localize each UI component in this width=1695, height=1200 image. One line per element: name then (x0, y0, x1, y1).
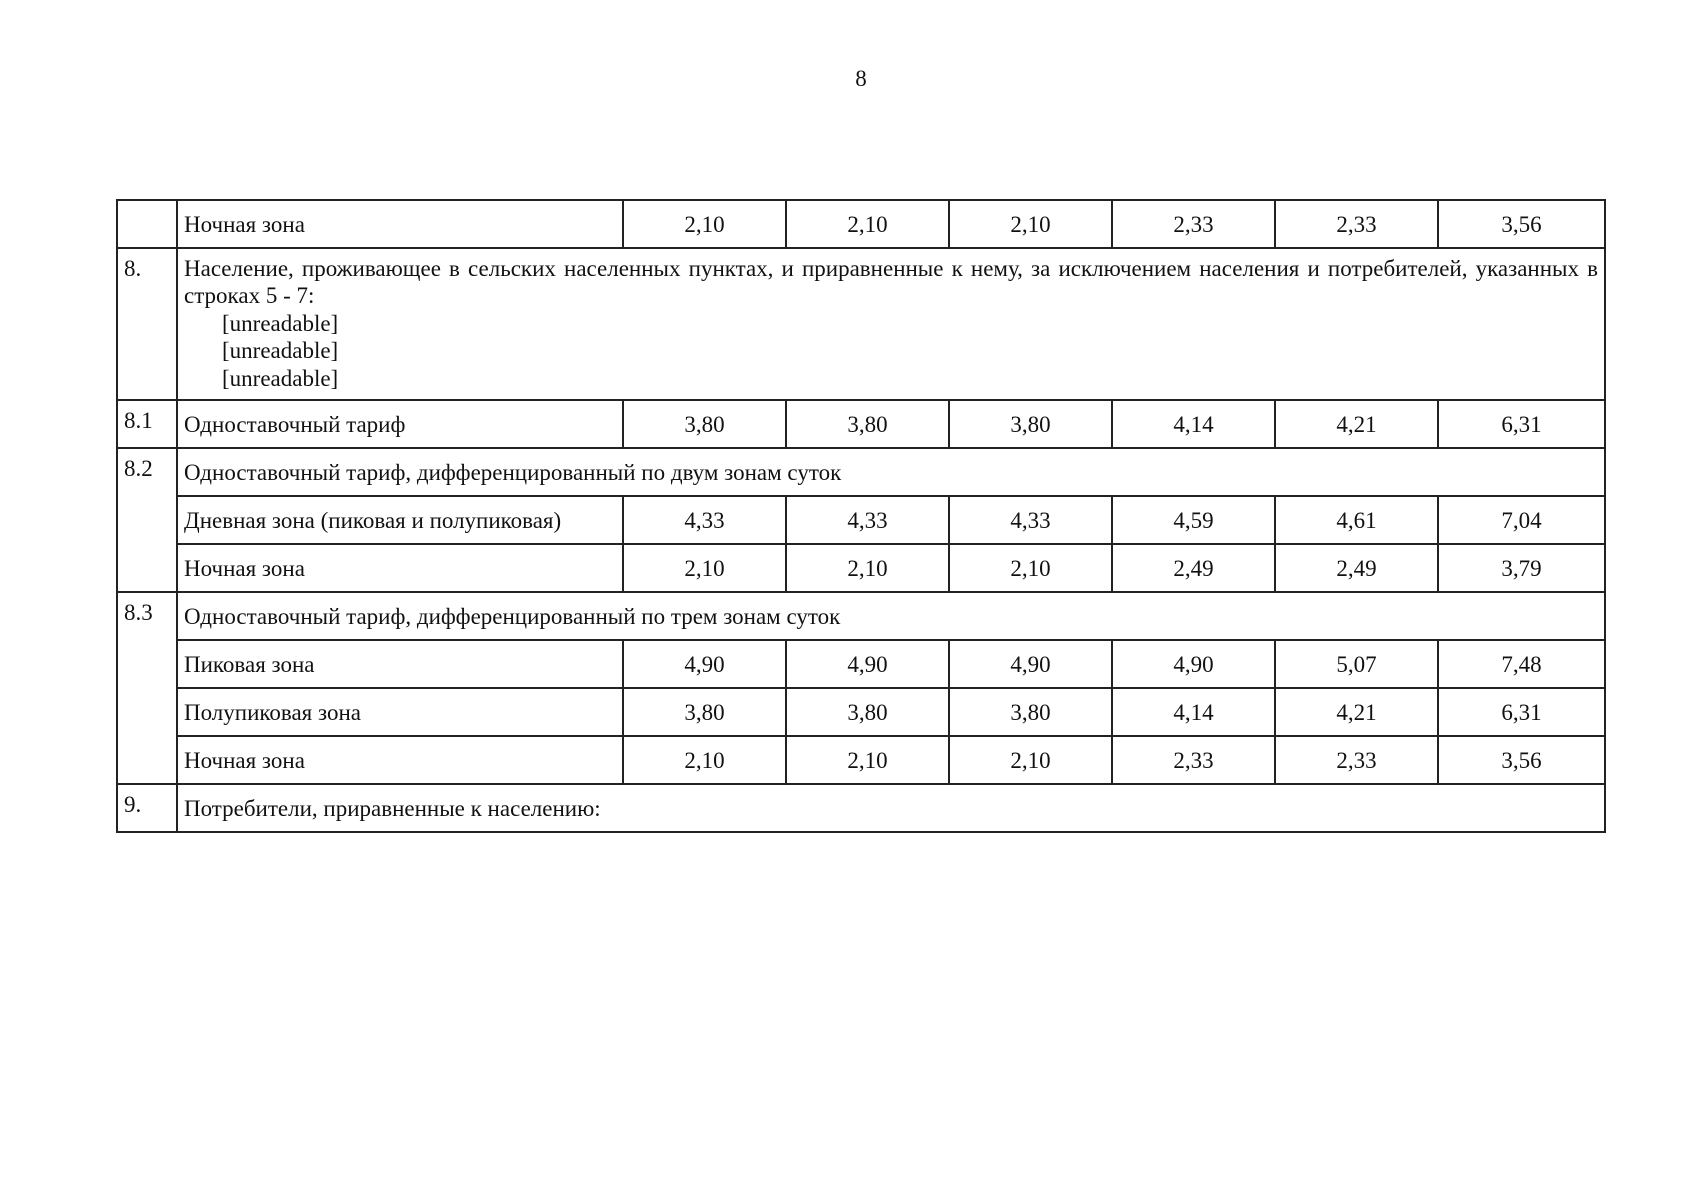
tariff-value: 4,33 (623, 496, 786, 544)
tariff-value: 3,80 (623, 688, 786, 736)
tariff-value: 4,21 (1275, 400, 1438, 448)
tariff-value: 7,48 (1438, 640, 1605, 688)
row-number: 9. (117, 784, 177, 832)
row-label: Полупиковая зона (177, 688, 623, 736)
description-item: [unreadable] (222, 365, 339, 391)
tariff-value: 2,10 (949, 544, 1112, 592)
row-label: Одноставочный тариф, дифференцированный по трем зонам суток (177, 592, 1605, 640)
tariff-value: 3,56 (1438, 200, 1605, 248)
tariff-value: 3,80 (949, 688, 1112, 736)
tariff-value: 4,61 (1275, 496, 1438, 544)
tariff-value: 2,49 (1112, 544, 1275, 592)
tariff-value: 2,10 (623, 736, 786, 784)
tariff-value: 2,33 (1112, 200, 1275, 248)
row-label: Одноставочный тариф (177, 400, 623, 448)
tariff-value: 4,90 (786, 640, 949, 688)
row-label: Пиковая зона (177, 640, 623, 688)
page-number: 8 (855, 66, 867, 91)
tariff-value: 2,33 (1275, 200, 1438, 248)
row-number: 8.3 (117, 592, 177, 784)
row-number: 8.2 (117, 448, 177, 592)
table-row (117, 496, 1605, 544)
tariff-value: 6,31 (1438, 688, 1605, 736)
row-label: Ночная зона (177, 736, 623, 784)
tariff-value: 4,14 (1112, 400, 1275, 448)
row-number (117, 200, 177, 248)
table-row (117, 688, 1605, 736)
tariff-value: 2,10 (786, 736, 949, 784)
tariff-value: 3,80 (786, 400, 949, 448)
tariff-value: 2,10 (786, 200, 949, 248)
row-label: Одноставочный тариф, дифференцированный по двум зонам суток (177, 448, 1605, 496)
tariff-value: 3,80 (623, 400, 786, 448)
tariff-value: 6,31 (1438, 400, 1605, 448)
table-row (117, 640, 1605, 688)
tariff-table (116, 199, 1606, 833)
table-row (117, 200, 1605, 248)
row-number: 8.1 (117, 400, 177, 448)
row-label: Дневная зона (пиковая и полупиковая) (177, 496, 623, 544)
description-item: [unreadable] (222, 338, 339, 364)
tariff-value: 3,80 (786, 688, 949, 736)
tariff-value: 4,21 (1275, 688, 1438, 736)
tariff-value: 2,10 (786, 544, 949, 592)
tariff-value: 4,90 (949, 640, 1112, 688)
table-row (117, 544, 1605, 592)
tariff-value: 5,07 (1275, 640, 1438, 688)
tariff-value: 2,33 (1112, 736, 1275, 784)
tariff-value: 2,10 (623, 200, 786, 248)
tariff-value: 2,49 (1275, 544, 1438, 592)
row-label: Ночная зона (177, 544, 623, 592)
tariff-value: 3,80 (949, 400, 1112, 448)
tariff-value: 2,10 (623, 544, 786, 592)
table-row (117, 736, 1605, 784)
tariff-value: 4,14 (1112, 688, 1275, 736)
table-row (117, 400, 1605, 448)
tariff-value: 7,04 (1438, 496, 1605, 544)
tariff-value: 2,10 (949, 736, 1112, 784)
tariff-value: 4,33 (949, 496, 1112, 544)
tariff-value: 3,56 (1438, 736, 1605, 784)
tariff-value: 4,90 (623, 640, 786, 688)
description-intro: Население, проживающее в сельских населенных пунктах, и приравненные к нему, за исключением населения и потребителей, указанных в строках 5 - 7: (184, 256, 1598, 309)
table-row (117, 248, 1605, 400)
row-label: Потребители, приравненные к населению: (177, 784, 1605, 832)
tariff-value: 4,33 (786, 496, 949, 544)
description-item: [unreadable] (222, 310, 339, 336)
tariff-value: 4,90 (1112, 640, 1275, 688)
table-row (117, 784, 1605, 832)
tariff-value: 2,10 (949, 200, 1112, 248)
tariff-value: 4,59 (1112, 496, 1275, 544)
row-label: Ночная зона (177, 200, 623, 248)
tariff-value: 2,33 (1275, 736, 1438, 784)
tariff-value: 3,79 (1438, 544, 1605, 592)
row-number: 8. (117, 248, 177, 400)
row-description (177, 248, 1605, 400)
table-row (117, 592, 1605, 640)
table-row (117, 448, 1605, 496)
